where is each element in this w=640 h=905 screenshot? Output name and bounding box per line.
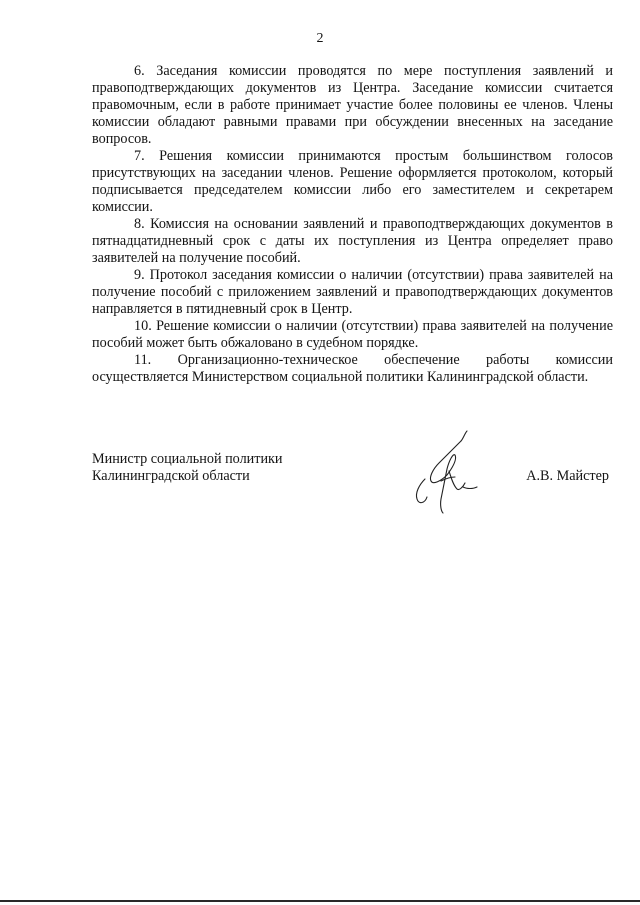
signer-position-line-1: Министр социальной политики (92, 451, 283, 467)
paragraph-11: 11. Организационно-техническое обеспечение работы комиссии осуществляется Министерством социальной политики Калининградской области. (92, 352, 613, 385)
signer-position-line-2: Калининградской области (92, 468, 250, 484)
signer-position (92, 451, 283, 485)
document-body (92, 63, 613, 386)
scan-edge-line (0, 900, 640, 902)
paragraph-7: 7. Решения комиссии принимаются простым большинством голосов присутствующих на заседании членов. Решение оформляется протоколом, который подписывается председателем комиссии либо его заместителем и секретарем комиссии. (92, 148, 613, 215)
signature-block (92, 451, 613, 511)
paragraph-9: 9. Протокол заседания комиссии о наличии (отсутствии) права заявителей на получение пособий с приложением заявлений и правоподтверждающих документов направляется в пятидневный срок в Центр. (92, 267, 613, 317)
paragraph-6: 6. Заседания комиссии проводятся по мере поступления заявлений и правоподтверждающих документов из Центра. Заседание комиссии считается правомочным, если в работе принимает участие более половины ее членов. Члены комиссии обладают равными правами при обсуждении внесенных на заседание вопросов. (92, 63, 613, 147)
paragraph-10: 10. Решение комиссии о наличии (отсутствии) права заявителей на получение пособий может быть обжаловано в судебном порядке. (92, 318, 613, 351)
signer-name: А.В. Майстер (526, 468, 609, 484)
page-number: 2 (316, 31, 324, 46)
handwritten-signature (405, 427, 487, 515)
paragraph-8: 8. Комиссия на основании заявлений и правоподтверждающих документов в пятнадцатидневный срок с даты их поступления из Центра определяет право заявителей на получение пособий. (92, 216, 613, 266)
